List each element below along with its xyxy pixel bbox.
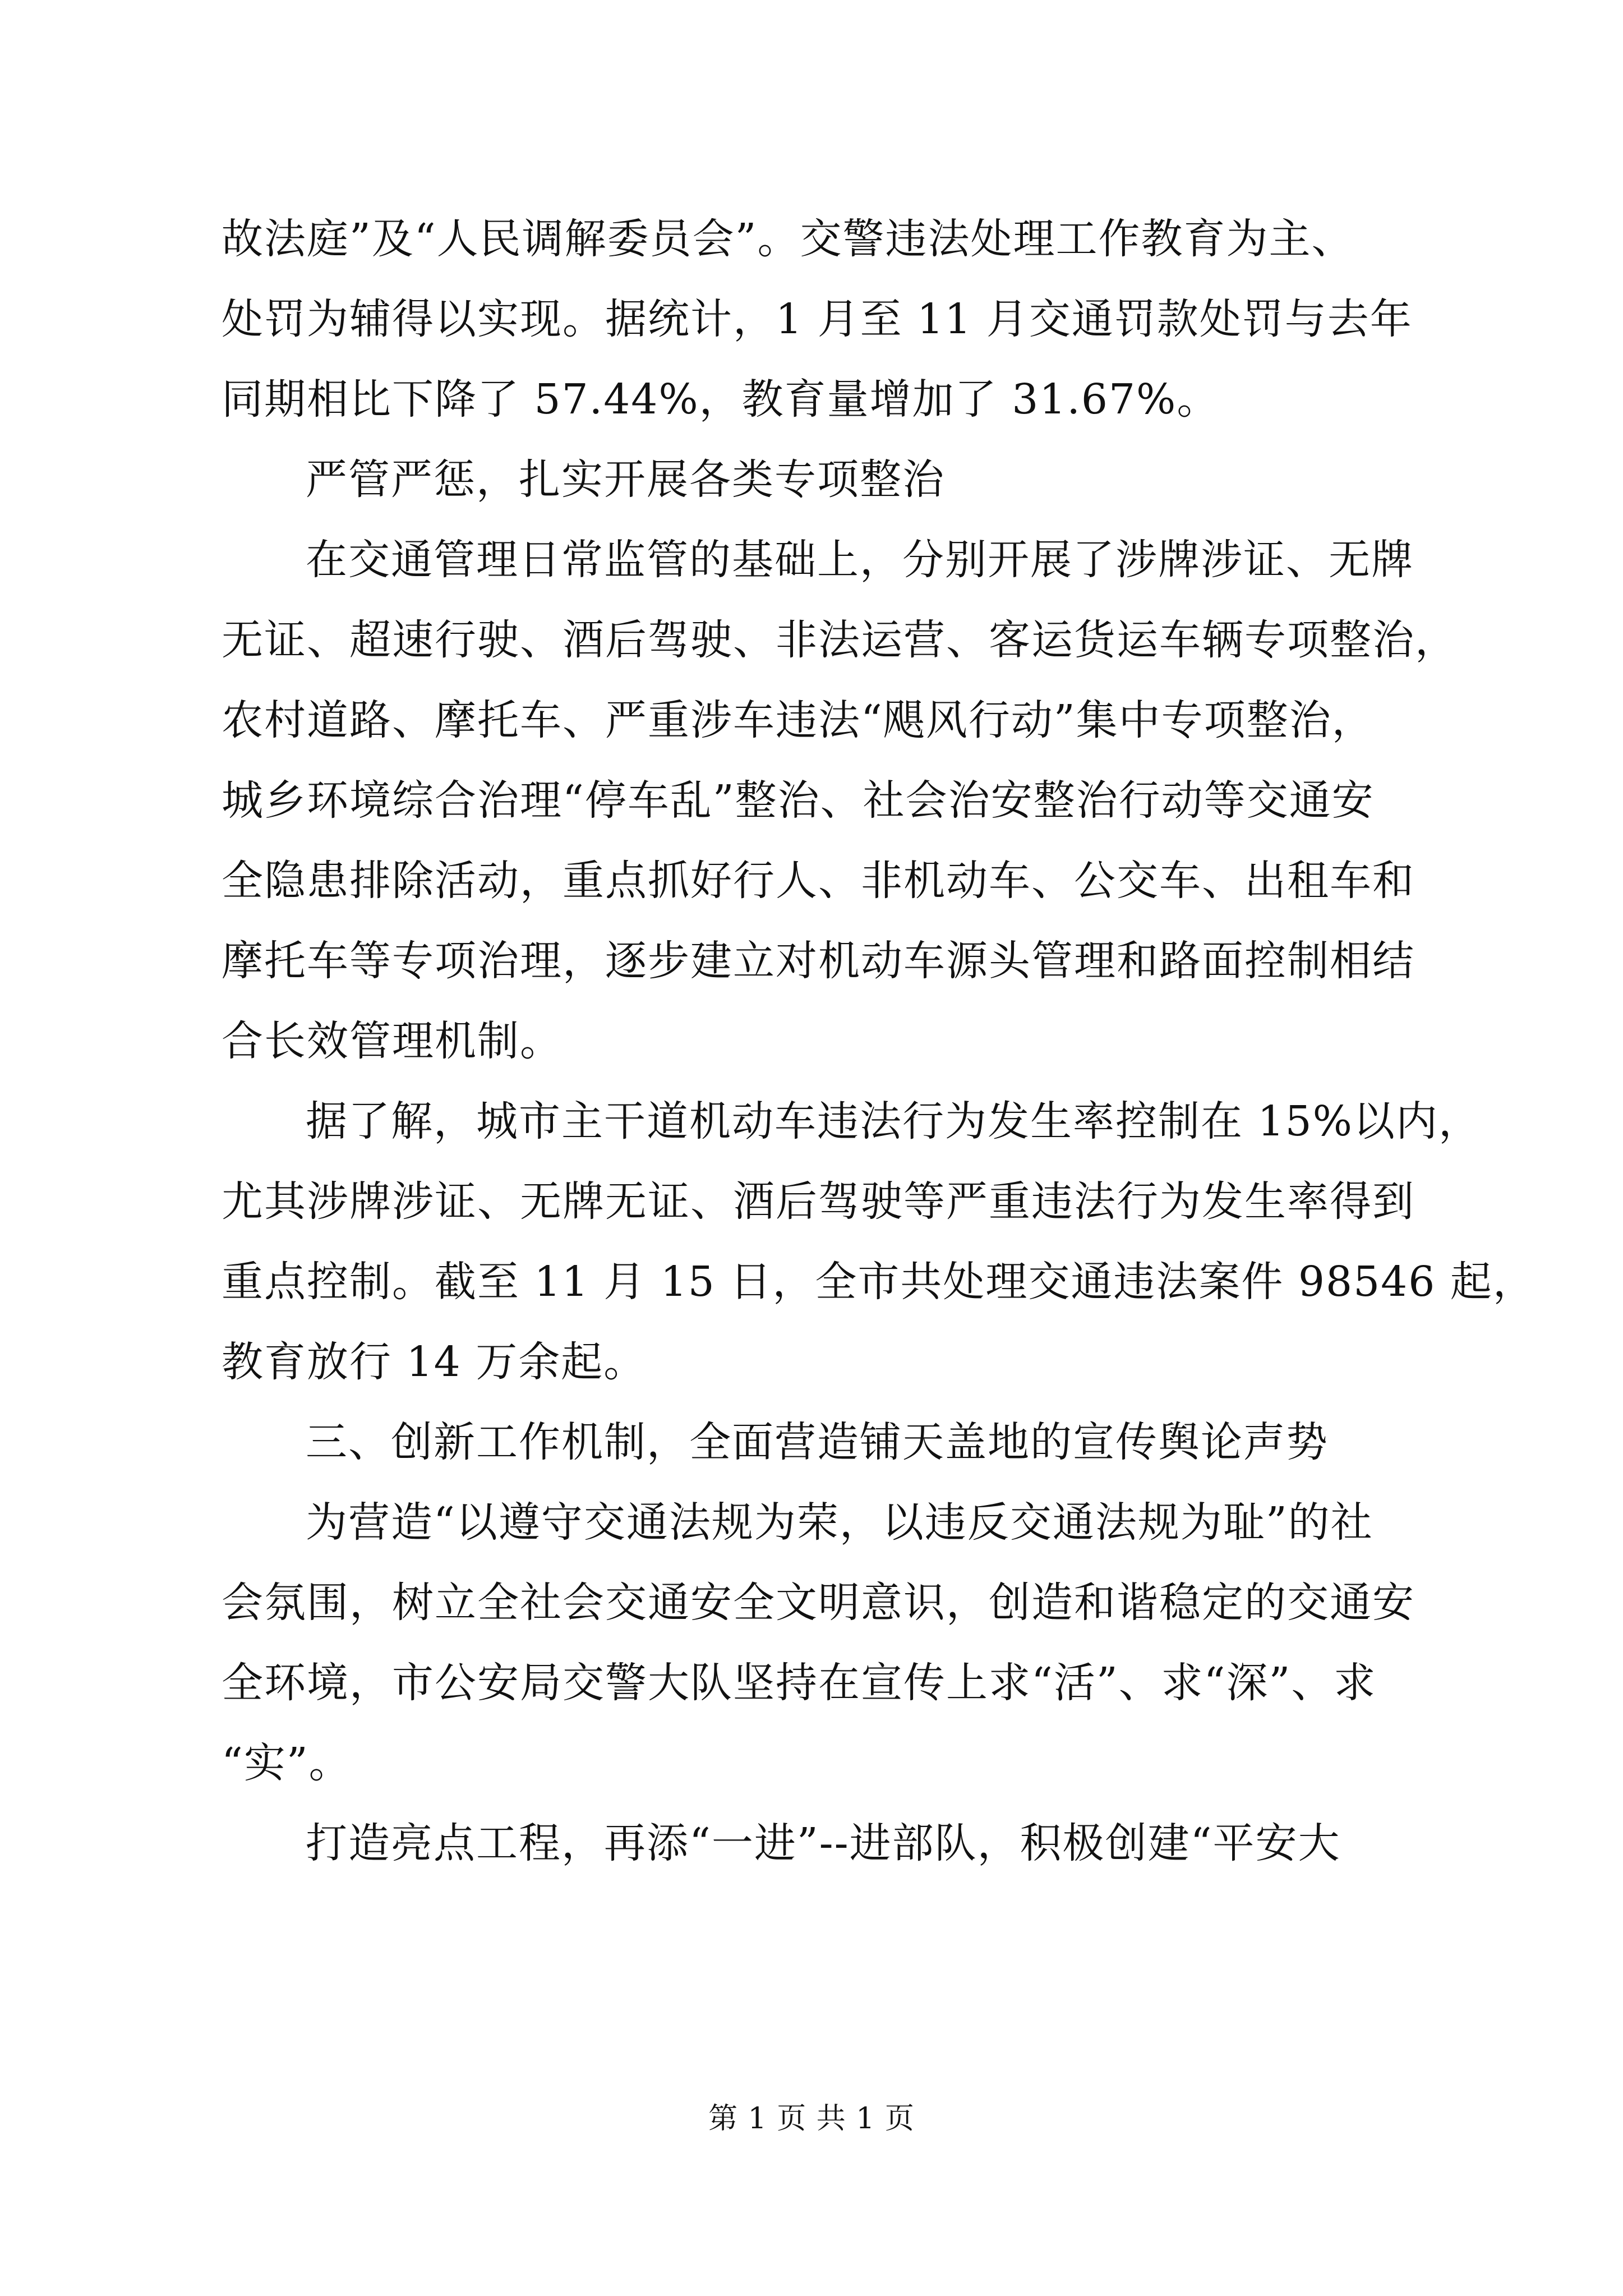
text-line: 摩托车等专项治理，逐步建立对机动车源头管理和路面控制相结 — [222, 937, 1415, 985]
text-line: 同期相比下降了 57.44%，教育量增加了 31.67%。 — [222, 375, 1220, 424]
text-line: “实”。 — [222, 1739, 352, 1787]
section-heading: 严管严惩，扎实开展各类专项整治 — [306, 455, 945, 504]
text-line: 教育放行 14 万余起。 — [222, 1338, 647, 1386]
text-line: 据了解，城市主干道机动车违法行为发生率控制在 15%以内， — [306, 1097, 1481, 1145]
paragraph-5-heading — [222, 1402, 1438, 1483]
text-line: 无证、超速行驶、酒后驾驶、非法运营、客运货运车辆专项整治， — [222, 616, 1458, 664]
text-line: 为营造“以遵守交通法规为荣，以违反交通法规为耻”的社 — [306, 1498, 1373, 1547]
text-line: 尤其涉牌涉证、无牌无证、酒后驾驶等严重违法行为发生率得到 — [222, 1177, 1415, 1226]
text-line: 打造亮点工程，再添“一进”--进部队，积极创建“平安大 — [306, 1819, 1341, 1867]
paragraph-3 — [222, 520, 1458, 1082]
document-body — [222, 199, 1536, 1884]
paragraph-1 — [222, 199, 1438, 440]
text-line: 重点控制。截至 11 月 15 日，全市共处理交通违法案件 98546 起， — [222, 1258, 1536, 1306]
section-heading: 三、创新工作机制，全面营造铺天盖地的宣传舆论声势 — [306, 1418, 1329, 1466]
page-footer: 第 1 页 共 1 页 — [708, 2102, 915, 2136]
text-line: 全隐患排除活动，重点抓好行人、非机动车、公交车、出租车和 — [222, 857, 1415, 905]
text-line: 合长效管理机制。 — [222, 1017, 562, 1065]
paragraph-4 — [222, 1082, 1536, 1402]
text-line: 城乡环境综合治理“停车乱”整治、社会治安整治行动等交通安 — [222, 776, 1375, 825]
paragraph-7 — [222, 1803, 1438, 1884]
text-line: 在交通管理日常监管的基础上，分别开展了涉牌涉证、无牌 — [306, 536, 1414, 584]
text-line: 会氛围，树立全社会交通安全文明意识，创造和谐稳定的交通安 — [222, 1579, 1415, 1627]
paragraph-6 — [222, 1483, 1438, 1803]
text-line: 全环境，市公安局交警大队坚持在宣传上求“活”、求“深”、求 — [222, 1659, 1377, 1707]
paragraph-2-heading — [222, 440, 1438, 520]
text-line: 处罚为辅得以实现。据统计，1 月至 11 月交通罚款处罚与去年 — [222, 295, 1413, 343]
text-line: 农村道路、摩托车、严重涉车违法“飓风行动”集中专项整治， — [222, 696, 1375, 744]
text-line: 故法庭”及“人民调解委员会”。交警违法处理工作教育为主、 — [222, 215, 1354, 263]
